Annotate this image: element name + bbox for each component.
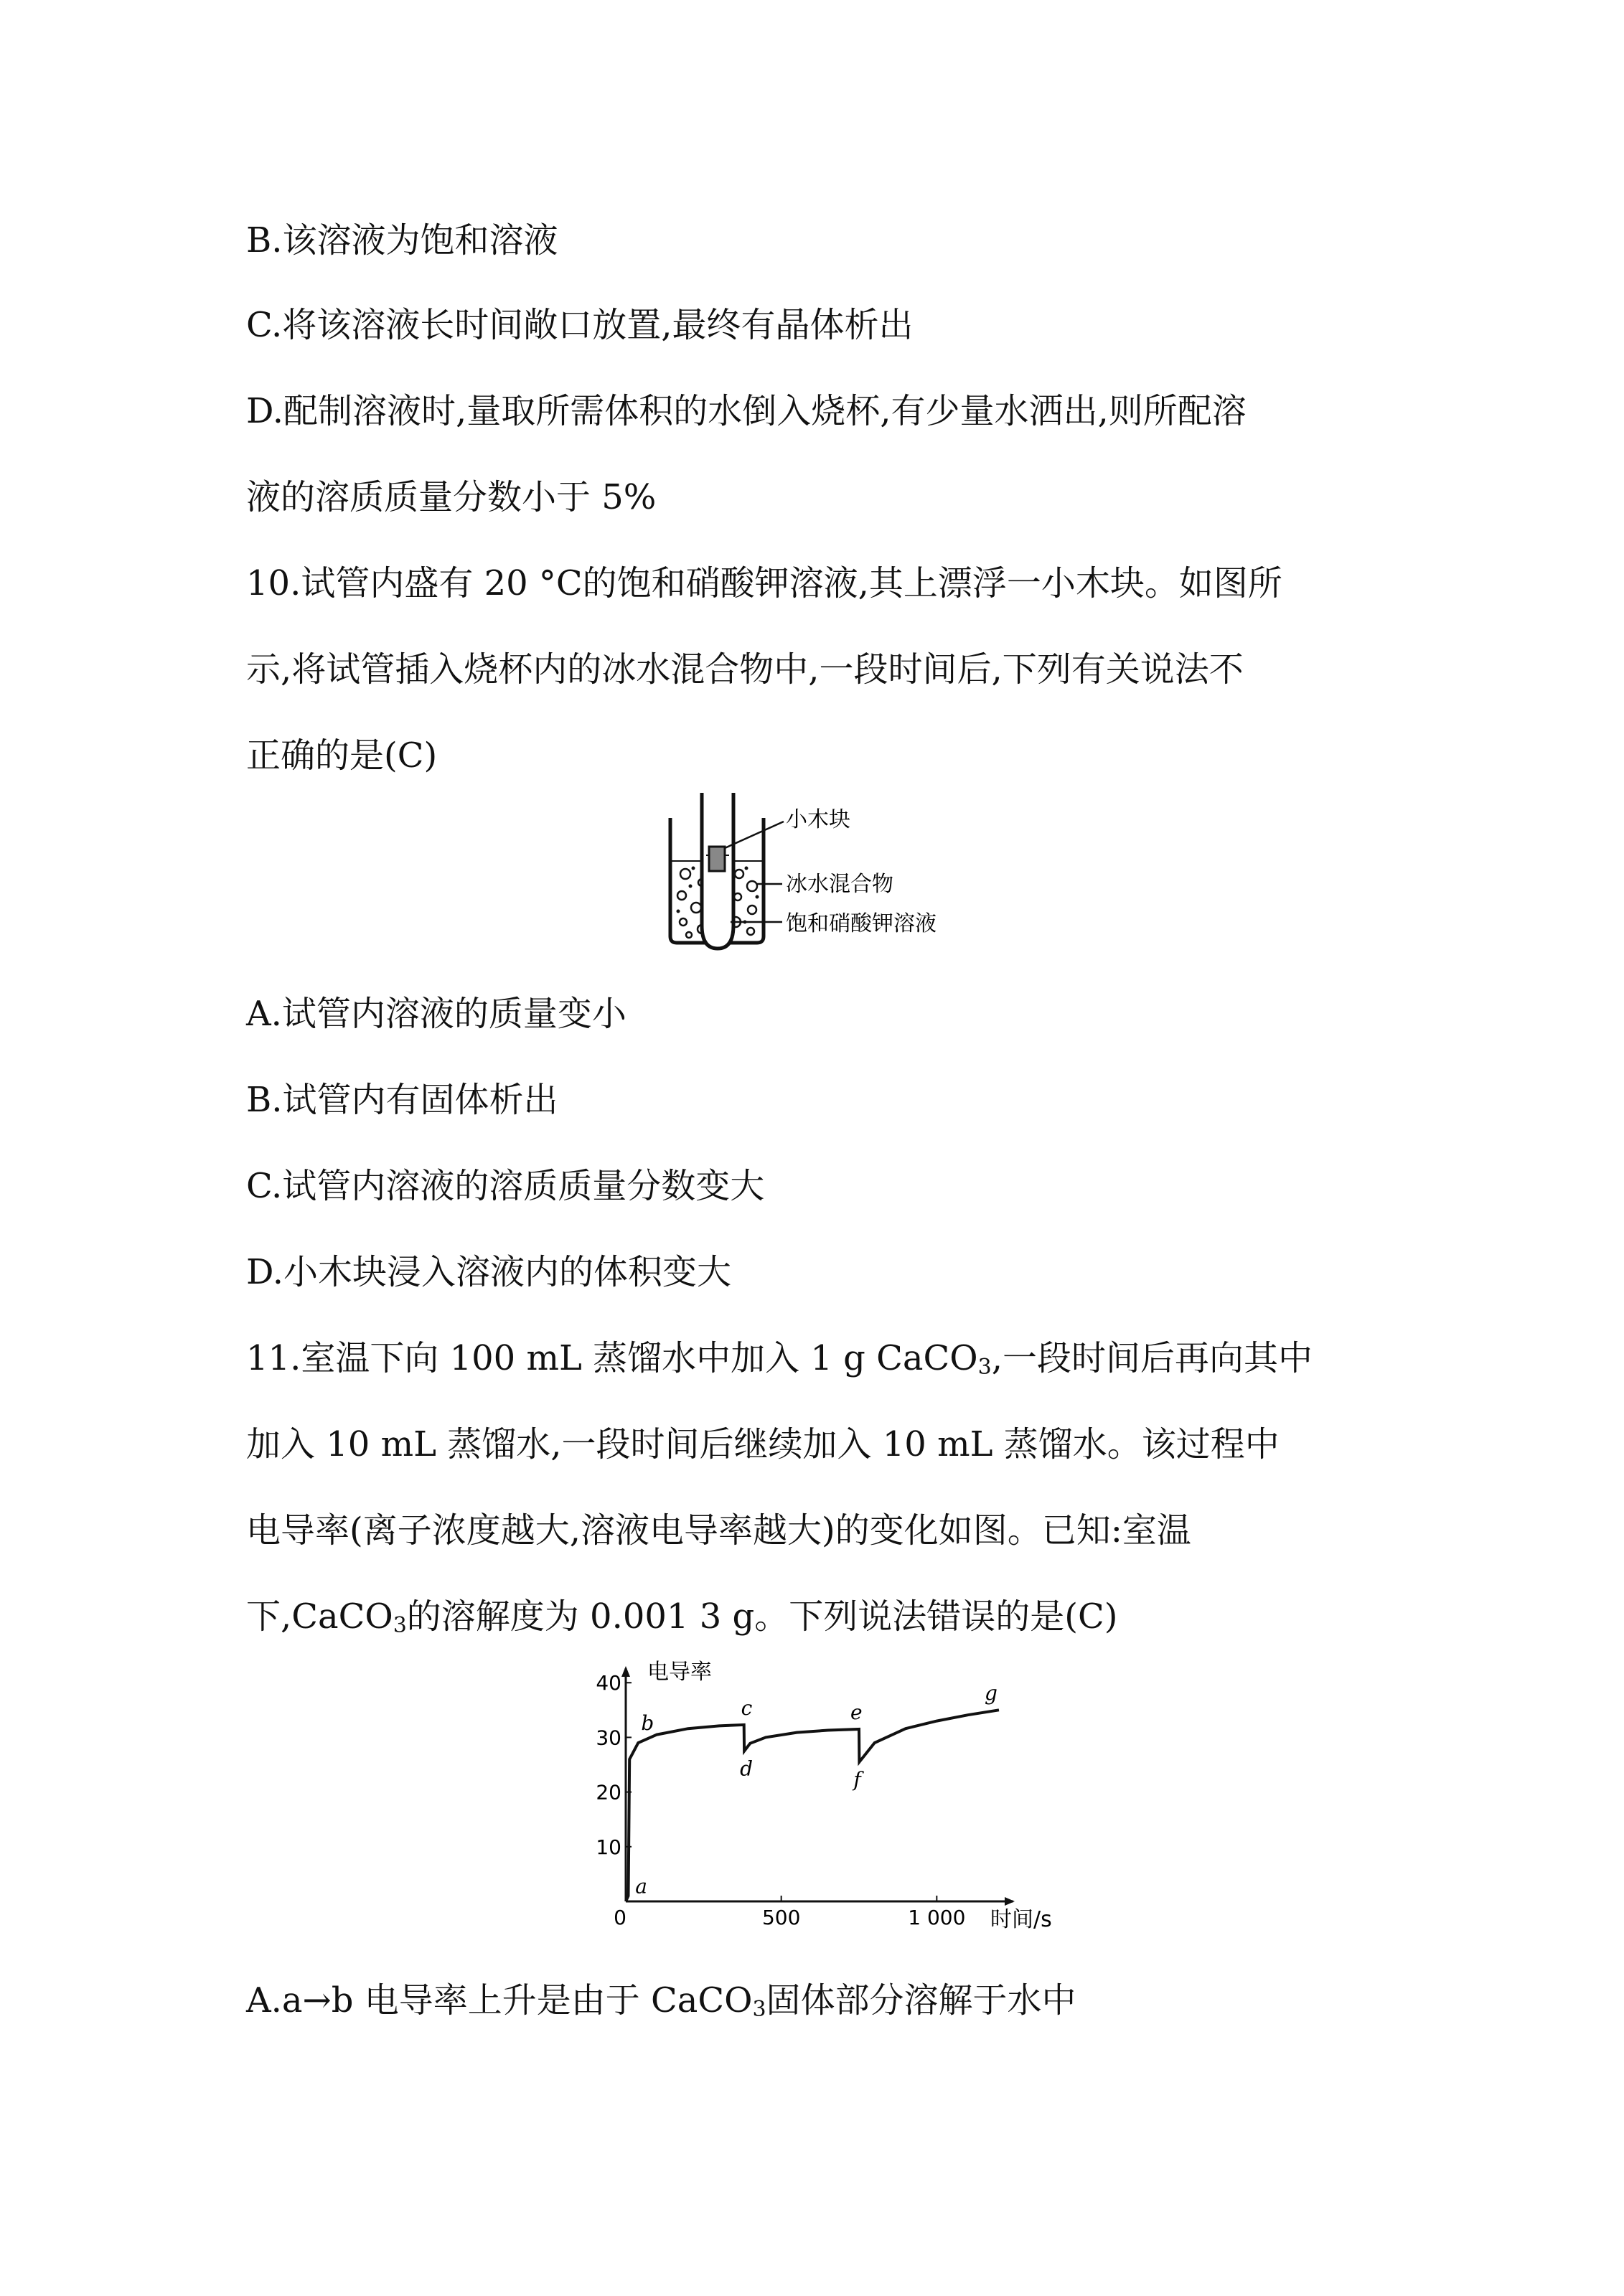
y-tick-label: 30	[596, 1726, 621, 1750]
y-axis-arrow	[621, 1666, 630, 1677]
question-11-line3: 电导率(离子浓度越大,溶液电导率越大)的变化如图。已知:室温	[246, 1510, 1191, 1551]
y-tick-label: 20	[596, 1780, 621, 1805]
y-axis-label: 电导率	[647, 1660, 712, 1685]
option-c: C.试管内溶液的溶质质量分数变大	[246, 1166, 765, 1206]
option-c: C.将该溶液长时间敞口放置,最终有晶体析出	[246, 305, 914, 345]
question-11-line2: 加入 10 mL 蒸馏水,一段时间后继续加入 10 mL 蒸馏水。该过程中	[246, 1424, 1280, 1464]
question-10-line3: 正确的是(C)	[246, 735, 438, 776]
point-label-b: b	[641, 1711, 654, 1736]
option-b: B.试管内有固体析出	[246, 1080, 558, 1120]
option-d-line1: D.配制溶液时,量取所需体积的水倒入烧杯,有少量水洒出,则所配溶	[246, 391, 1247, 431]
point-label-g: g	[985, 1681, 998, 1705]
y-tick-label: 40	[596, 1671, 621, 1695]
option-a: A.试管内溶液的质量变小	[246, 994, 626, 1034]
test-tube-diagram	[646, 789, 990, 961]
point-label-f: f	[853, 1767, 861, 1792]
x-tick-label: 500	[761, 1906, 801, 1929]
option-d-line2: 液的溶质质量分数小于 5%	[246, 477, 657, 517]
question-11-line1: 11.室温下向 100 mL 蒸馏水中加入 1 g CaCO$_3$,一段时间后再向其中	[246, 1338, 1313, 1380]
x-axis-arrow	[1005, 1897, 1015, 1906]
question-10-line1: 10.试管内盛有 20 °C的饱和硝酸钾溶液,其上漂浮一小木块。如图所	[246, 563, 1282, 603]
label-kno3-solution: 饱和硝酸钾溶液	[786, 911, 937, 936]
option-a: A.a→b 电导率上升是由于 CaCO$_3$固体部分溶解于水中	[246, 1980, 1076, 2022]
label-wood-block: 小木块	[786, 807, 850, 832]
question-11-line4: 下,CaCO$_3$的溶解度为 0.001 3 g。下列说法错误的是(C)	[246, 1596, 1118, 1638]
option-b: B.该溶液为饱和溶液	[246, 220, 558, 260]
question-10-line2: 示,将试管插入烧杯内的冰水混合物中,一段时间后,下列有关说法不	[246, 649, 1244, 690]
label-ice-water: 冰水混合物	[786, 872, 893, 897]
y-tick-label: 10	[596, 1835, 621, 1859]
point-label-c: c	[741, 1695, 753, 1720]
x-tick-label: 1 000	[908, 1906, 966, 1929]
point-label-d: d	[740, 1756, 754, 1781]
point-label-e: e	[850, 1700, 863, 1724]
x-tick-label: 0	[614, 1906, 626, 1929]
x-axis-label: 时间/s	[990, 1907, 1052, 1932]
option-d: D.小木块浸入溶液内的体积变大	[246, 1252, 732, 1292]
point-label-a: a	[635, 1874, 647, 1899]
conductivity-chart	[596, 1657, 1052, 1937]
conductivity-line	[626, 1710, 999, 1901]
